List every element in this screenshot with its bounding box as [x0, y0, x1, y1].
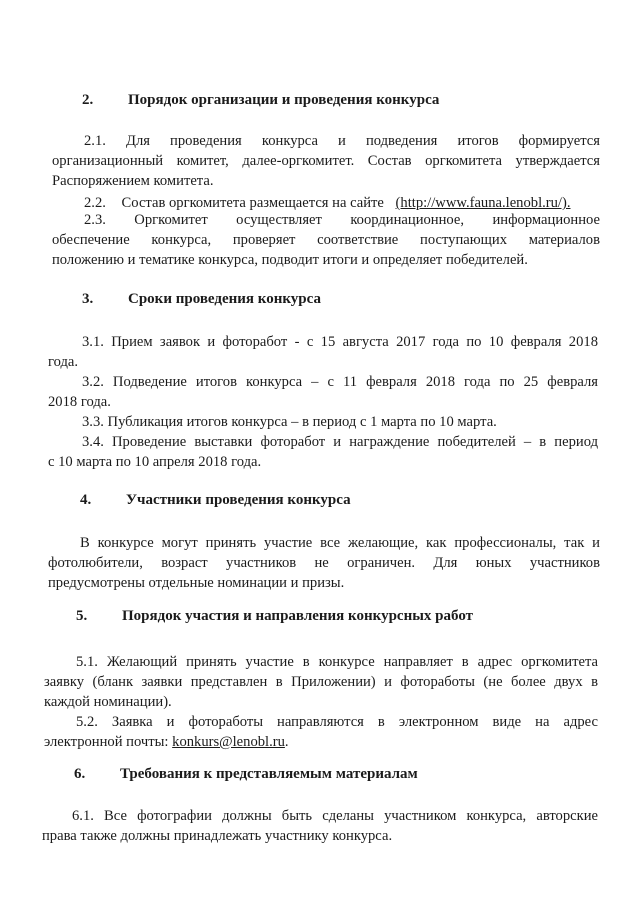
text-line: права также должны принадлежать участнику конкурса.	[42, 828, 393, 844]
section-title: Порядок участия и направления конкурсных работ	[122, 608, 473, 624]
paragraph-3-3	[82, 412, 602, 432]
text-line: обеспечение конкурса, проверяет соответствие поступающих материалов	[52, 232, 600, 248]
paragraph-3-2	[48, 372, 598, 412]
paragraph-2-3	[52, 210, 600, 270]
section-number: 6.	[74, 766, 86, 782]
item-number: 2.2.	[84, 195, 106, 211]
section-number: 4.	[80, 492, 92, 508]
section-title: Сроки проведения конкурса	[128, 291, 321, 307]
email-suffix: .	[284, 734, 289, 750]
paragraph-2-1	[52, 131, 600, 191]
text-line: организационный комитет, далее-оргкомитет. Состав оргкомитета утверждается	[52, 153, 600, 169]
text-line: 2.1. Для проведения конкурса и подведения итогов формируется	[84, 133, 600, 149]
text-line: 2018 года.	[48, 394, 111, 410]
text-line: каждой номинации).	[44, 694, 172, 710]
text-line: 3.2. Подведение итогов конкурса – с 11 февраля 2018 года по 25 февраля	[82, 374, 598, 390]
text-line: 5.1. Желающий принять участие в конкурсе направляет в адрес оргкомитета	[76, 654, 598, 670]
text-line: В конкурсе могут принять участие все желающие, как профессионалы, так и	[80, 535, 600, 551]
text-line: 3.1. Прием заявок и фоторабот - с 15 августа 2017 года по 10 февраля 2018	[82, 334, 598, 350]
email-link[interactable]: konkurs@lenobl.ru	[172, 734, 285, 750]
email-prefix: электронной почты:	[44, 734, 169, 750]
section-number: 3.	[82, 291, 94, 307]
item-text: Состав оргкомитета размещается на сайте	[121, 195, 384, 211]
paragraph-5-2	[44, 712, 598, 752]
paragraph-6-1	[42, 806, 598, 846]
text-line: 3.3. Публикация итогов конкурса – в период с 1 марта по 10 марта.	[82, 414, 497, 430]
text-line: 6.1. Все фотографии должны быть сделаны участником конкурса, авторские	[72, 808, 598, 824]
paragraph-3-4	[48, 432, 598, 472]
paragraph-3-1	[48, 332, 598, 372]
text-line: заявку (бланк заявки представлен в Приложении) и фотоработы (не более двух в	[44, 674, 598, 690]
section-title: Требования к представляемым материалам	[120, 766, 418, 782]
text-line: положению и тематике конкурса, подводит итоги и определяет победителей.	[52, 252, 528, 268]
section-number: 5.	[76, 608, 88, 624]
text-line: года.	[48, 354, 79, 370]
section-number: 2.	[82, 92, 94, 108]
section-title: Порядок организации и проведения конкурса	[128, 92, 440, 108]
text-line: фотолюбители, возраст участников не ограничен. Для юных участников	[48, 555, 600, 571]
paragraph-4	[48, 533, 600, 593]
website-link[interactable]: (http://www.fauna.lenobl.ru/).	[395, 195, 571, 211]
paragraph-5-1	[44, 652, 598, 712]
section-title: Участники проведения конкурса	[126, 492, 351, 508]
text-line: 2.3. Оргкомитет осуществляет координационное, информационное	[84, 212, 600, 228]
text-line: с 10 марта по 10 апреля 2018 года.	[48, 454, 262, 470]
text-line: 3.4. Проведение выставки фоторабот и награждение победителей – в период	[82, 434, 598, 450]
text-line: 5.2. Заявка и фотоработы направляются в электронном виде на адрес	[76, 714, 598, 730]
text-line: предусмотрены отдельные номинации и призы.	[48, 575, 345, 591]
text-line: Распоряжением комитета.	[52, 173, 214, 189]
